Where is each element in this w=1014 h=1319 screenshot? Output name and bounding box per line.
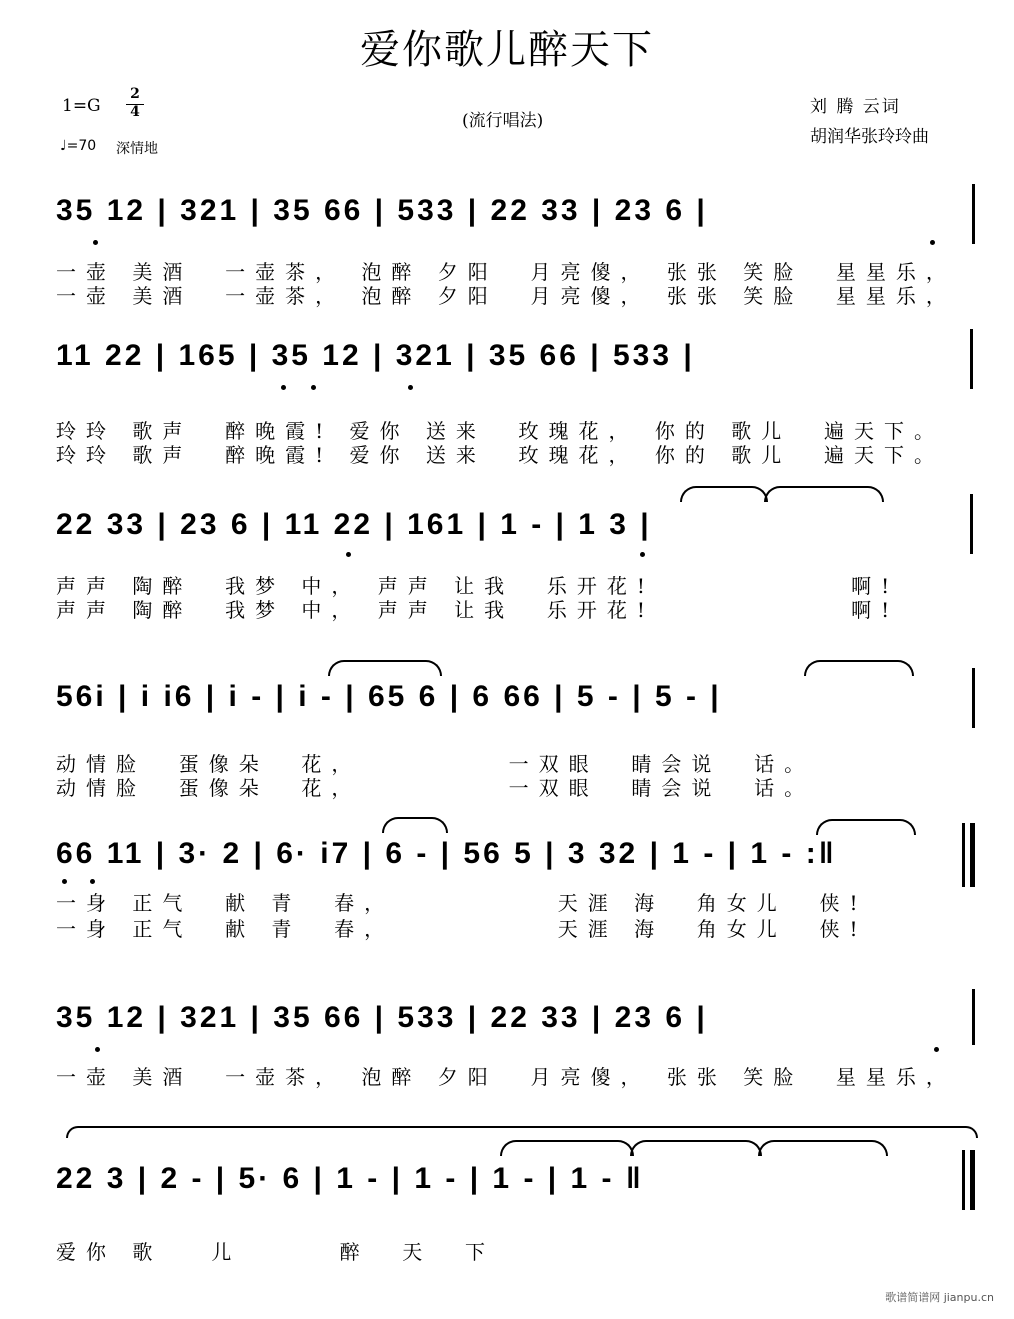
tie-slur <box>680 486 768 502</box>
tie-slur <box>382 817 448 833</box>
tie-slur <box>500 1140 634 1156</box>
tie-slur <box>816 819 916 835</box>
time-signature-top: 2 <box>130 86 140 102</box>
page-title: 爱你歌儿醉天下 <box>360 27 654 73</box>
row-6-lyric: 一壶 美酒 一壶茶， 泡醉 夕阳 月亮傻， 张张 笑脸 星星乐， <box>56 1065 956 1089</box>
row-1-lyric-verse-1: 一壶 美酒 一壶茶， 泡醉 夕阳 月亮傻， 张张 笑脸 星星乐， <box>56 260 956 284</box>
style-note: (流行唱法) <box>462 111 544 131</box>
tie-slur <box>630 1140 762 1156</box>
row-2-lyric-verse-2: 玲玲 歌声 醉晚霞! 爱你 送来 玫瑰花， 你的 歌儿 遍天下。 <box>56 443 944 467</box>
barline <box>972 668 975 728</box>
row-1-lyric-verse-2: 一壶 美酒 一壶茶， 泡醉 夕阳 月亮傻， 张张 笑脸 星星乐， <box>56 284 956 308</box>
row-3-notes: 22 33 | 23 6 | 11 22 | 161 | 1 - | 1 3 | <box>56 508 652 541</box>
low-octave-dot <box>311 385 316 390</box>
low-octave-dot <box>281 385 286 390</box>
tempo-mark: ♩=70 <box>60 138 97 154</box>
low-octave-dot <box>90 879 95 884</box>
phrase-slur <box>66 1126 978 1138</box>
barline <box>972 989 975 1045</box>
repeat-barline-thin <box>962 823 965 887</box>
time-signature-bottom: 4 <box>130 104 140 120</box>
row-3-lyric-verse-1: 声声 陶醉 我梦 中， 声声 让我 乐开花! 啊! <box>56 574 900 598</box>
row-5-notes: 66 11 | 3· 2 | 6· i7 | 6 - | 56 5 | 3 32 | 1 - | 1 - :‖ <box>56 837 837 870</box>
row-2-lyric-verse-1: 玲玲 歌声 醉晚霞! 爱你 送来 玫瑰花， 你的 歌儿 遍天下。 <box>56 419 944 443</box>
watermark: 歌谱简谱网 jianpu.cn <box>885 1291 994 1304</box>
composer: 胡润华张玲玲曲 <box>810 127 929 147</box>
tie-slur <box>758 1140 888 1156</box>
low-octave-dot <box>62 879 67 884</box>
row-3-lyric-verse-2: 声声 陶醉 我梦 中， 声声 让我 乐开花! 啊! <box>56 598 900 622</box>
lyricist: 刘 腾 云词 <box>810 97 901 117</box>
row-4-lyric-verse-1: 动情脸 蛋像朵 花， 一双眼 睛会说 话。 <box>56 752 815 776</box>
repeat-barline-thick <box>970 823 975 887</box>
barline <box>970 329 973 389</box>
row-2-notes: 11 22 | 165 | 35 12 | 321 | 35 66 | 533 | <box>56 339 695 372</box>
row-4-notes: 56i | i i6 | i - | i - | 65 6 | 6 66 | 5 - | 5 - | <box>56 680 722 713</box>
low-octave-dot <box>934 1047 939 1052</box>
low-octave-dot <box>408 385 413 390</box>
row-4-lyric-verse-2: 动情脸 蛋像朵 花， 一双眼 睛会说 话。 <box>56 776 815 800</box>
tie-slur <box>764 486 884 502</box>
barline <box>972 184 975 244</box>
final-barline-thick <box>970 1150 975 1210</box>
row-1-notes: 35 12 | 321 | 35 66 | 533 | 22 33 | 23 6 | <box>56 194 708 227</box>
row-6-notes: 35 12 | 321 | 35 66 | 533 | 22 33 | 23 6 | <box>56 1001 708 1034</box>
low-octave-dot <box>346 552 351 557</box>
key-signature: 1=G <box>62 96 101 116</box>
tie-slur <box>804 660 914 676</box>
final-barline-thin <box>962 1150 965 1210</box>
row-7-lyric: 爱你 歌 儿 醉 天 下 <box>56 1240 496 1264</box>
low-octave-dot <box>93 240 98 245</box>
tie-slur <box>328 660 442 676</box>
low-octave-dot <box>640 552 645 557</box>
low-octave-dot <box>95 1047 100 1052</box>
row-7-notes: 22 3 | 2 - | 5· 6 | 1 - | 1 - | 1 - | 1 - ‖ <box>56 1162 644 1195</box>
low-octave-dot <box>930 240 935 245</box>
barline <box>970 494 973 554</box>
row-5-lyric-verse-2: 一身 正气 献 青 春， 天涯 海 角女儿 侠! <box>56 917 868 941</box>
expression-mark: 深情地 <box>116 141 158 157</box>
row-5-lyric-verse-1: 一身 正气 献 青 春， 天涯 海 角女儿 侠! <box>56 891 868 915</box>
